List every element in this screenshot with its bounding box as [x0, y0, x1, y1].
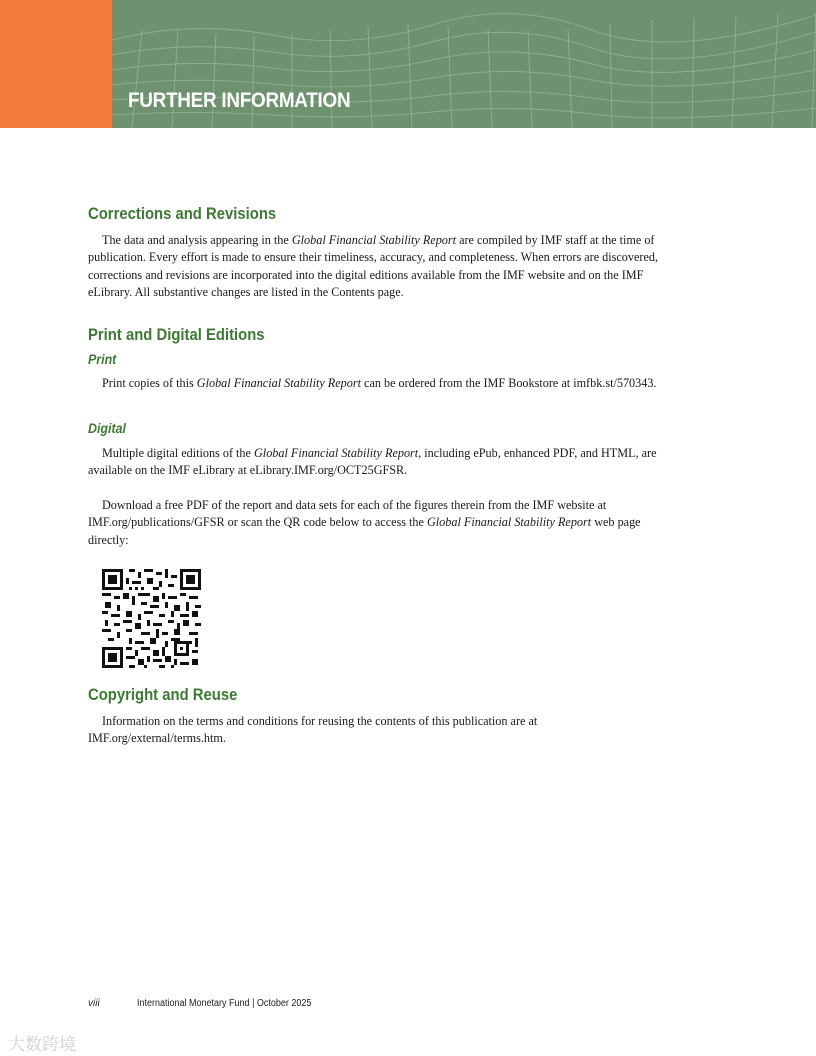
report-title: Global Financial Stability Report	[196, 376, 361, 390]
text-run: can be ordered from the IMF Bookstore at imfbk.st/570343.	[360, 376, 657, 390]
page-title: FURTHER INFORMATION	[128, 89, 351, 112]
corrections-paragraph	[88, 232, 688, 302]
digital-paragraph-1	[88, 445, 688, 480]
text-run: web page directly:	[88, 515, 641, 547]
header-orange-block	[0, 0, 112, 128]
digital-heading: Digital	[88, 421, 126, 436]
copyright-paragraph	[88, 713, 678, 748]
footer-page-number: viii	[88, 998, 100, 1009]
text-run: Print copies of this	[102, 376, 197, 390]
text-run: , including ePub, enhanced PDF, and HTML, are available on the IMF eLibrary at eLibrary.IMF.org/OCT25GFSR.	[88, 446, 657, 478]
watermark: 大数跨境	[8, 1035, 76, 1055]
text-run: Download a free PDF of the report and data sets for each of the figures therein from the IMF website at IMF.org/publications/GFSR or scan the QR code below to access the	[88, 498, 607, 530]
text-run: Information on the terms and conditions for reusing the contents of this publication are at IMF.org/external/terms.htm.	[88, 714, 538, 746]
digital-paragraph-2	[88, 497, 663, 549]
copyright-heading: Copyright and Reuse	[88, 686, 238, 704]
report-title: Global Financial Stability Report	[254, 446, 419, 460]
text-run: Multiple digital editions of the	[102, 446, 254, 460]
corrections-heading: Corrections and Revisions	[88, 205, 277, 223]
qr-code-graphic	[102, 569, 201, 668]
print-paragraph	[88, 375, 688, 392]
text-run: The data and analysis appearing in the	[102, 233, 292, 247]
footer-publication: International Monetary Fund | October 2025	[137, 998, 312, 1009]
page-header	[0, 0, 816, 128]
print-heading: Print	[88, 352, 117, 367]
text-run: are compiled by IMF staff at the time of publication. Every effort is made to ensure their timeliness, accuracy, and completeness. When errors are discovered, corrections and revisions are incorporated into the digital editions available from the IMF website and on the IMF eLibrary. All substantive changes are listed in the Contents page.	[88, 233, 659, 300]
report-title: Global Financial Stability Report	[426, 515, 592, 530]
editions-heading: Print and Digital Editions	[88, 326, 265, 344]
qr-code-icon[interactable]	[102, 569, 201, 668]
report-title: Global Financial Stability Report	[291, 233, 457, 247]
